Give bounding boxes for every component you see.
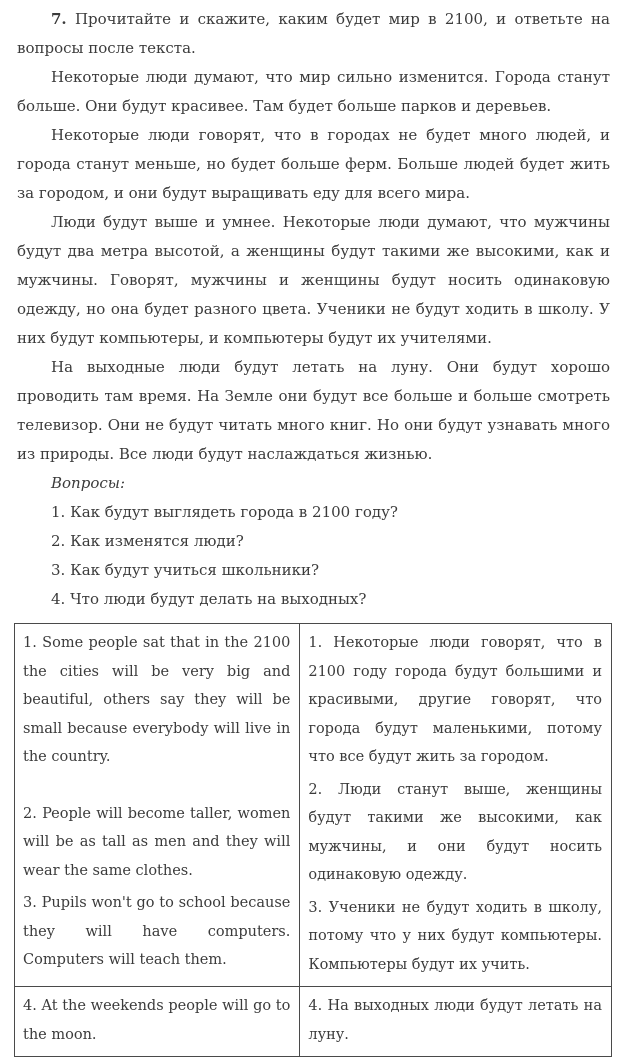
answer-russian-1: 1. Некоторые люди говорят, что в 2100 году города будут большими и красивыми, другие говорят, что города будут маленькими, потому что все будут жить за городом. xyxy=(308,635,602,765)
story-paragraph-2: Некоторые люди говорят, что в городах не будет много людей, и города станут меньше, но будет больше ферм. Больше людей будет жить за городом, и они будут выращивать еду для всего мира. xyxy=(17,126,610,202)
answer-english-1: 1. Some people sat that in the 2100 the cities will be very big and beautiful, others say they will be small because everybody will live in the country. xyxy=(23,635,291,765)
question-2: 2. Как изменятся люди? xyxy=(51,532,244,550)
answer-russian-4-cell xyxy=(300,987,612,1057)
question-1: 1. Как будут выглядеть города в 2100 году? xyxy=(51,503,398,521)
story-paragraph-4: На выходные люди будут летать на луну. Они будут хорошо проводить там время. На Земле они будут все больше и больше смотреть телевизор. Они не будут читать много книг. Но они будут узнавать много из природы. Все люди будут наслаждаться жизнью. xyxy=(17,358,610,463)
answers-russian-cell xyxy=(300,624,612,987)
answer-english-4-cell xyxy=(15,987,300,1057)
answer-russian-2: 2. Люди станут выше, женщины будут такими же высокими, как мужчины, и они будут носить одинаковую одежду. xyxy=(308,781,602,883)
answer-russian-3: 3. Ученики не будут ходить в школу, потому что у них будут компьютеры. Компьютеры будут их учить. xyxy=(308,899,602,973)
answer-english-3: 3. Pupils won't go to school because they will have computers. Computers will teach them. xyxy=(23,895,291,968)
exercise-number: 7. xyxy=(51,10,67,28)
answers-row-last xyxy=(15,987,612,1057)
exercise-instruction-text: Прочитайте и скажите, каким будет мир в 2100, и ответьте на вопросы после текста. xyxy=(17,10,610,57)
story-paragraph-1: Некоторые люди думают, что мир сильно изменится. Города станут больше. Они будут красивее. Там будет больше парков и деревьев. xyxy=(17,68,610,115)
exercise-instruction xyxy=(17,5,610,63)
question-3: 3. Как будут учиться школьники? xyxy=(51,561,320,579)
question-4: 4. Что люди будут делать на выходных? xyxy=(51,590,367,608)
answer-russian-4: 4. На выходных люди будут летать на луну. xyxy=(308,998,602,1043)
answers-row-main xyxy=(15,624,612,987)
answers-table xyxy=(14,623,612,1057)
answers-english-cell xyxy=(15,624,300,987)
story-paragraph-3: Люди будут выше и умнее. Некоторые люди думают, что мужчины будут два метра высотой, а женщины будут такими же высокими, как и мужчины. Говорят, мужчины и женщины будут носить одинаковую одежду, но она будет разного цвета. Ученики не будут ходить в школу. У них будут компьютеры, и компьютеры будут их учителями. xyxy=(17,213,610,347)
questions-label: Вопросы: xyxy=(51,474,126,492)
answer-english-2: 2. People will become taller, women will be as tall as men and they will wear the same clothes. xyxy=(23,805,291,879)
answer-english-4: 4. At the weekends people will go to the moon. xyxy=(23,998,291,1043)
